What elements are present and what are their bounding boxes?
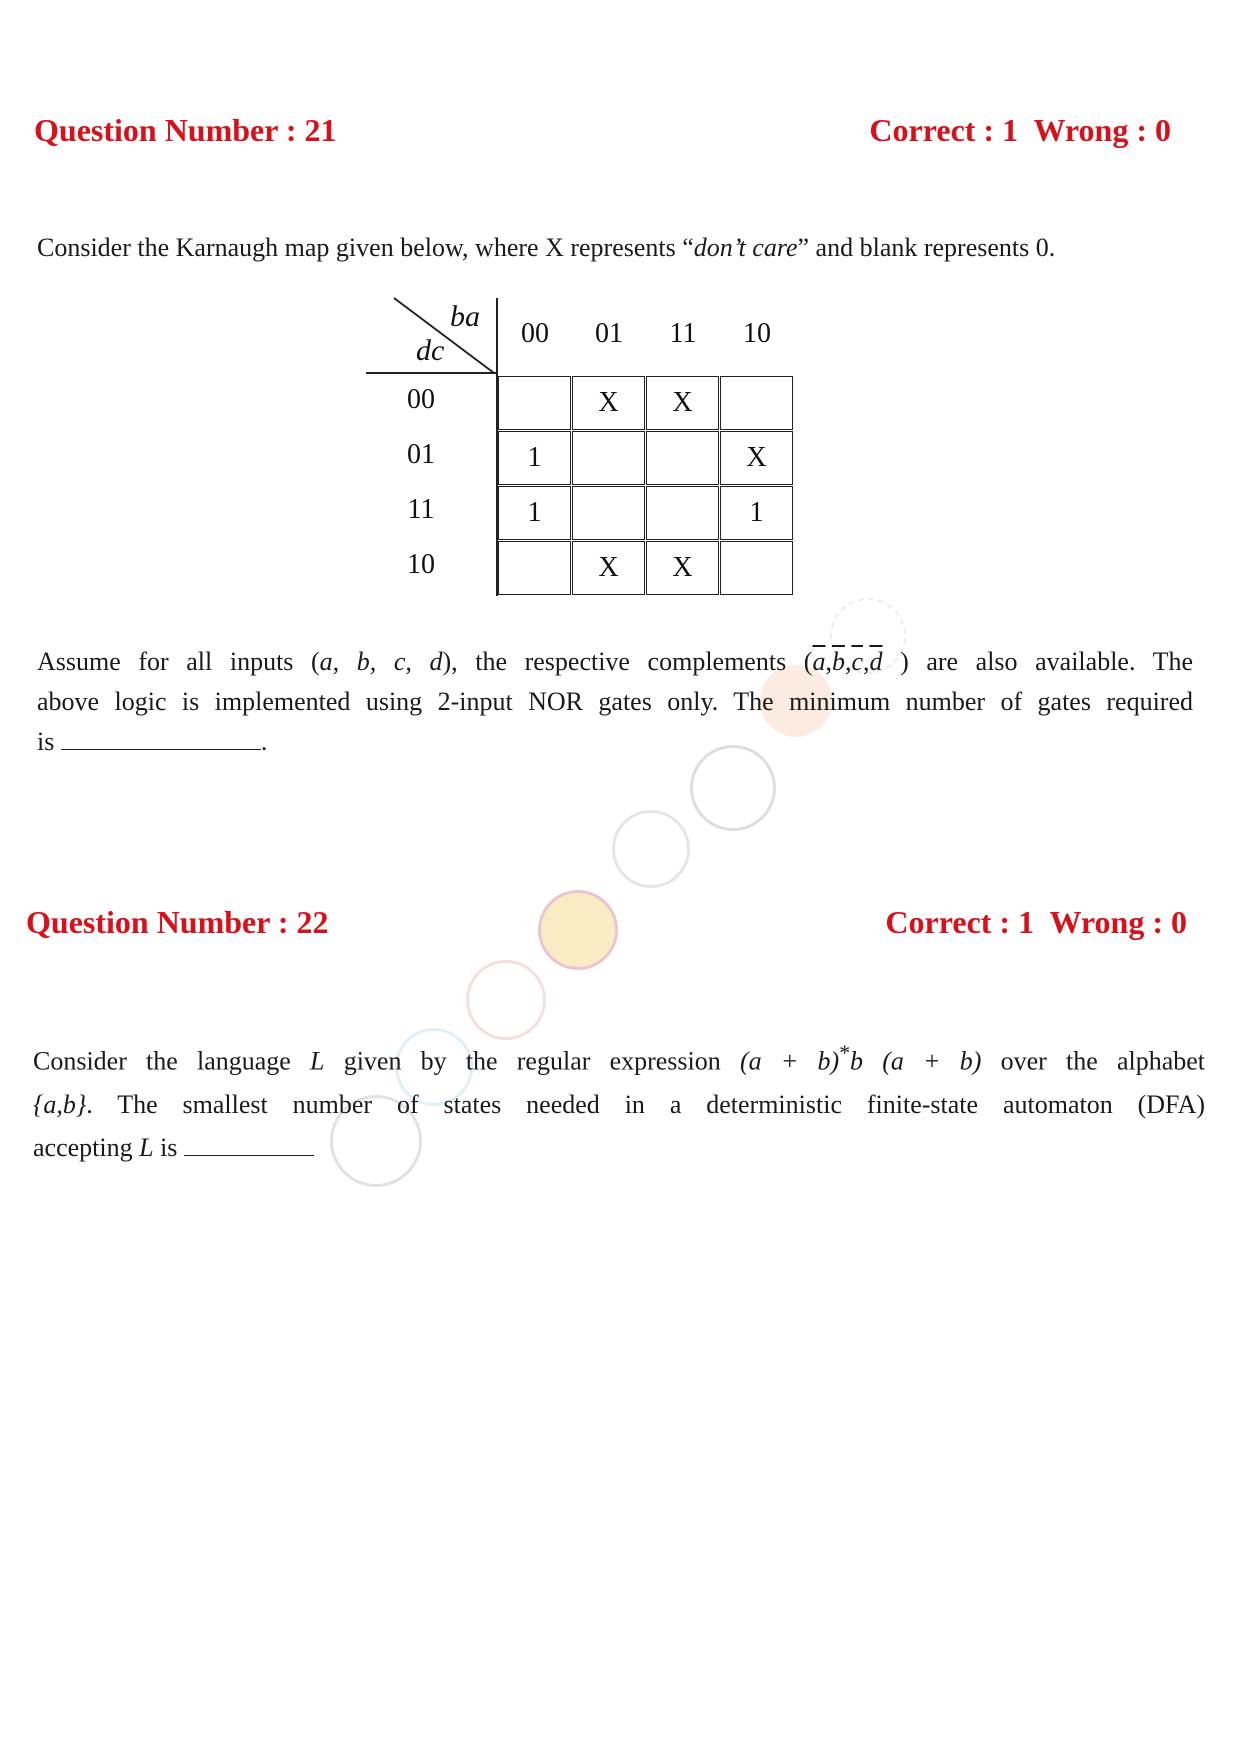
kmap-cell: X — [572, 541, 645, 595]
complement-a: $\overline{a}$ — [812, 647, 826, 676]
question-number-heading: Question Number : 21 — [34, 112, 337, 148]
kmap-cell — [498, 376, 571, 430]
text-run: is — [37, 727, 55, 756]
alphabet-set: {a,b} — [33, 1089, 87, 1119]
kmap-column-label: 00 — [521, 318, 549, 349]
intro-text: Consider the Karnaugh map given below, where — [37, 233, 546, 262]
text-run: ) are also available. The — [900, 647, 1193, 676]
answer-blank[interactable] — [61, 727, 261, 750]
text-run: is — [160, 1132, 178, 1162]
question-line — [33, 1126, 1205, 1169]
marking-scheme: Correct : 1 Wrong : 0 — [869, 112, 1171, 148]
question-line: Assume for all inputs (a, b, c, d), the respective complements ($\overline{a},\overline{b},\overline{c},\overline{d}$ ) are also available. The — [37, 647, 1193, 676]
language-symbol: L — [139, 1132, 154, 1162]
kmap-cell: 1 — [720, 486, 793, 540]
kmap-column-label: 01 — [595, 318, 623, 349]
kmap-column-variable: ba — [450, 300, 480, 333]
kmap-cell: X — [646, 541, 719, 595]
kmap-column-label: 11 — [669, 318, 697, 349]
complement-d: $\overline{d}$ — [869, 647, 883, 676]
regular-expression: (a + b) — [739, 1046, 840, 1076]
question-body — [33, 1032, 1205, 1169]
kmap-cell — [646, 486, 719, 540]
kmap-row-label: 00 — [407, 384, 435, 415]
input-variables: a, b, c, d — [319, 647, 443, 676]
intro-text: represents “ — [563, 233, 694, 262]
question-text — [37, 228, 1177, 268]
karnaugh-map — [364, 296, 804, 602]
watermark-seal — [466, 960, 546, 1040]
complement-b: $\overline{b}$ — [831, 647, 845, 676]
text-run: accepting — [33, 1132, 133, 1162]
text-run: Assume for all inputs ( — [37, 647, 320, 676]
kmap-row-variable: dc — [416, 334, 445, 367]
text-run: Consider the language — [33, 1046, 291, 1076]
kmap-cell: 1 — [498, 431, 571, 485]
intro-text: ” and blank represents 0. — [797, 233, 1056, 262]
kmap-row-label: 01 — [407, 439, 435, 470]
question-line — [33, 1032, 1205, 1083]
kmap-cell: X — [572, 376, 645, 430]
kmap-row-label: 11 — [407, 494, 435, 525]
kleene-star: * — [839, 1041, 851, 1065]
kmap-cell: X — [646, 376, 719, 430]
question-body — [37, 642, 1193, 762]
question-number-heading: Question Number : 22 — [26, 904, 329, 940]
watermark-seal — [612, 810, 690, 888]
text-run: given by the regular expression — [343, 1046, 721, 1076]
watermark-seal — [538, 890, 618, 970]
text-run: . The smallest number of states needed in a deterministic finite-state automaton (DFA) — [86, 1089, 1205, 1119]
text-run: ), the respective complements ( — [442, 647, 813, 676]
dont-care-term: don’t care — [693, 233, 798, 262]
kmap-cell — [572, 486, 645, 540]
kmap-cell — [572, 431, 645, 485]
kmap-column-label: 10 — [743, 318, 771, 349]
complement-c: $\overline{c}$ — [851, 647, 863, 676]
answer-blank[interactable] — [184, 1133, 314, 1156]
regular-expression-tail: b (a + b) — [850, 1046, 982, 1076]
marking-scheme: Correct : 1 Wrong : 0 — [885, 904, 1187, 940]
kmap-cell: 1 — [498, 486, 571, 540]
text-run: over the alphabet — [1000, 1046, 1206, 1076]
kmap-cell — [720, 541, 793, 595]
kmap-cell — [646, 431, 719, 485]
kmap-cell — [498, 541, 571, 595]
question-line: is . — [37, 727, 268, 756]
dont-care-symbol: X — [545, 233, 564, 262]
question-line — [33, 1083, 1205, 1126]
kmap-cell: X — [720, 431, 793, 485]
kmap-row-label: 10 — [407, 549, 435, 580]
language-symbol: L — [310, 1046, 325, 1076]
question-line: above logic is implemented using 2-input NOR gates only. The minimum number of gates required — [37, 687, 1193, 716]
kmap-cell — [720, 376, 793, 430]
